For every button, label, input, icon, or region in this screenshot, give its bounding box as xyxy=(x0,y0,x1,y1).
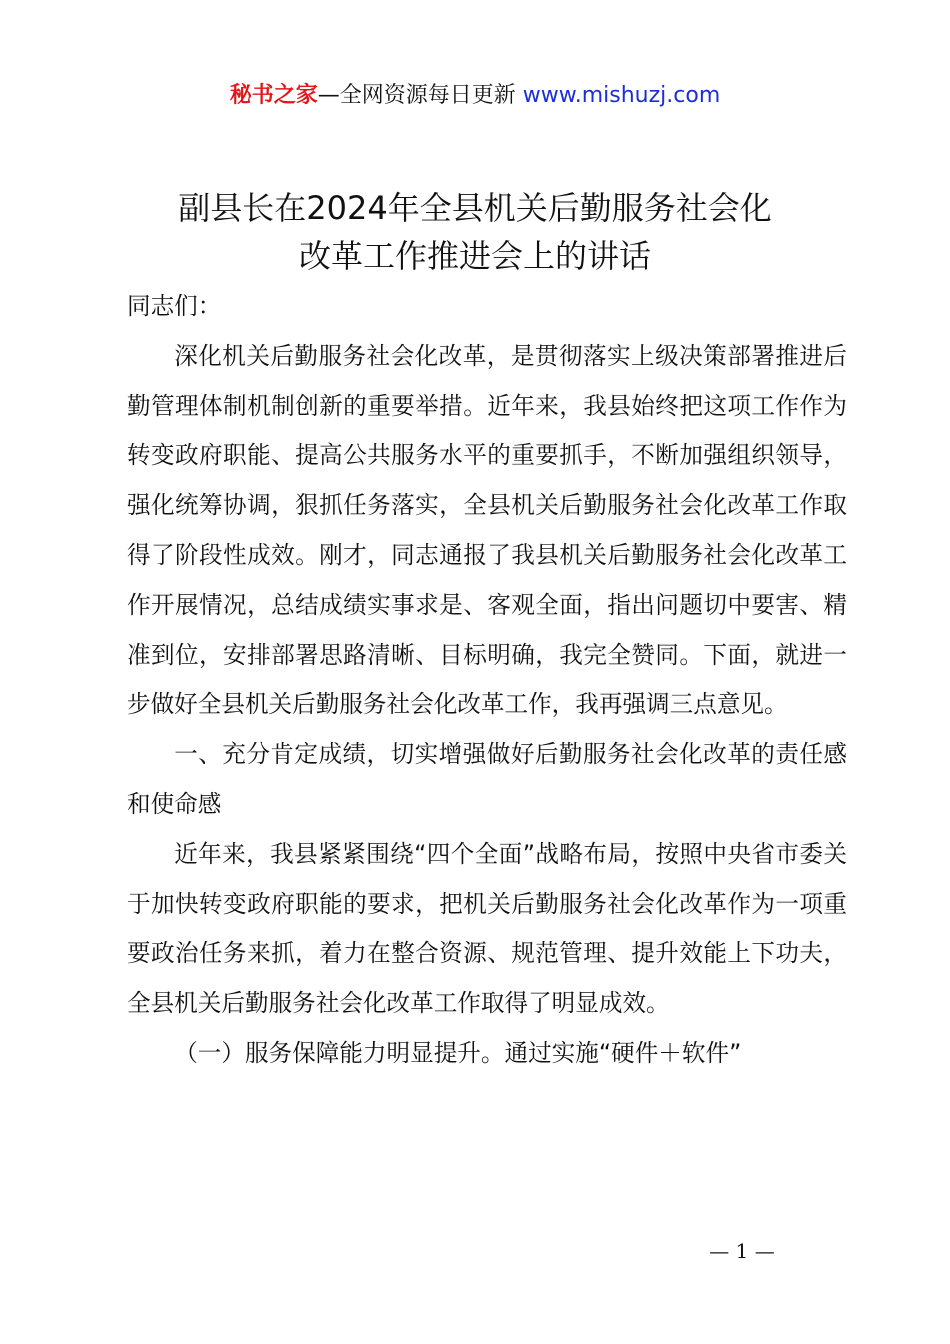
site-url-link[interactable]: www.mishuzj.com xyxy=(522,83,721,108)
site-brand: 秘书之家 xyxy=(229,83,318,108)
paragraph-intro: 深化机关后勤服务社会化改革，是贯彻落实上级决策部署推进后勤管理体制机制创新的重要举措。近年来，我县始终把这项工作作为转变政府职能、提高公共服务水平的重要抓手，不断加强组织领导，强化统筹协调，狠抓任务落实，全县机关后勤服务社会化改革工作取得了阶段性成效。刚才，同志通报了我县机关后勤服务社会化改革工作开展情况，总结成绩实事求是、客观全面，指出问题切中要害、精准到位，安排部署思路清晰、目标明确，我完全赞同。下面，就进一步做好全县机关后勤服务社会化改革工作，我再强调三点意见。 xyxy=(127,341,847,719)
paragraph-achievements: 近年来，我县紧紧围绕“四个全面”战略布局，按照中央省市委关于加快转变政府职能的要求，把机关后勤服务社会化改革作为一项重要政治任务来抓，着力在整合资源、规范管理、提升效能上下功夫，全县机关后勤服务社会化改革工作取得了明显成效。 xyxy=(127,839,847,1018)
document-title xyxy=(100,184,850,280)
page-number: — 1 — xyxy=(709,1239,775,1263)
subsection-heading-1: （一）服务保障能力明显提升。通过实施“硬件＋软件” xyxy=(174,1038,742,1067)
title-line-1: 副县长在2024年全县机关后勤服务社会化 xyxy=(178,189,772,227)
title-line-2: 改革工作推进会上的讲话 xyxy=(298,237,651,275)
salutation: 同志们： xyxy=(127,292,222,320)
site-header xyxy=(0,80,950,112)
section-heading-1: 一、充分肯定成绩，切实增强做好后勤服务社会化改革的责任感和使命感 xyxy=(127,740,847,818)
header-tagline: —全网资源每日更新 xyxy=(317,83,523,108)
document-body xyxy=(127,282,847,1079)
